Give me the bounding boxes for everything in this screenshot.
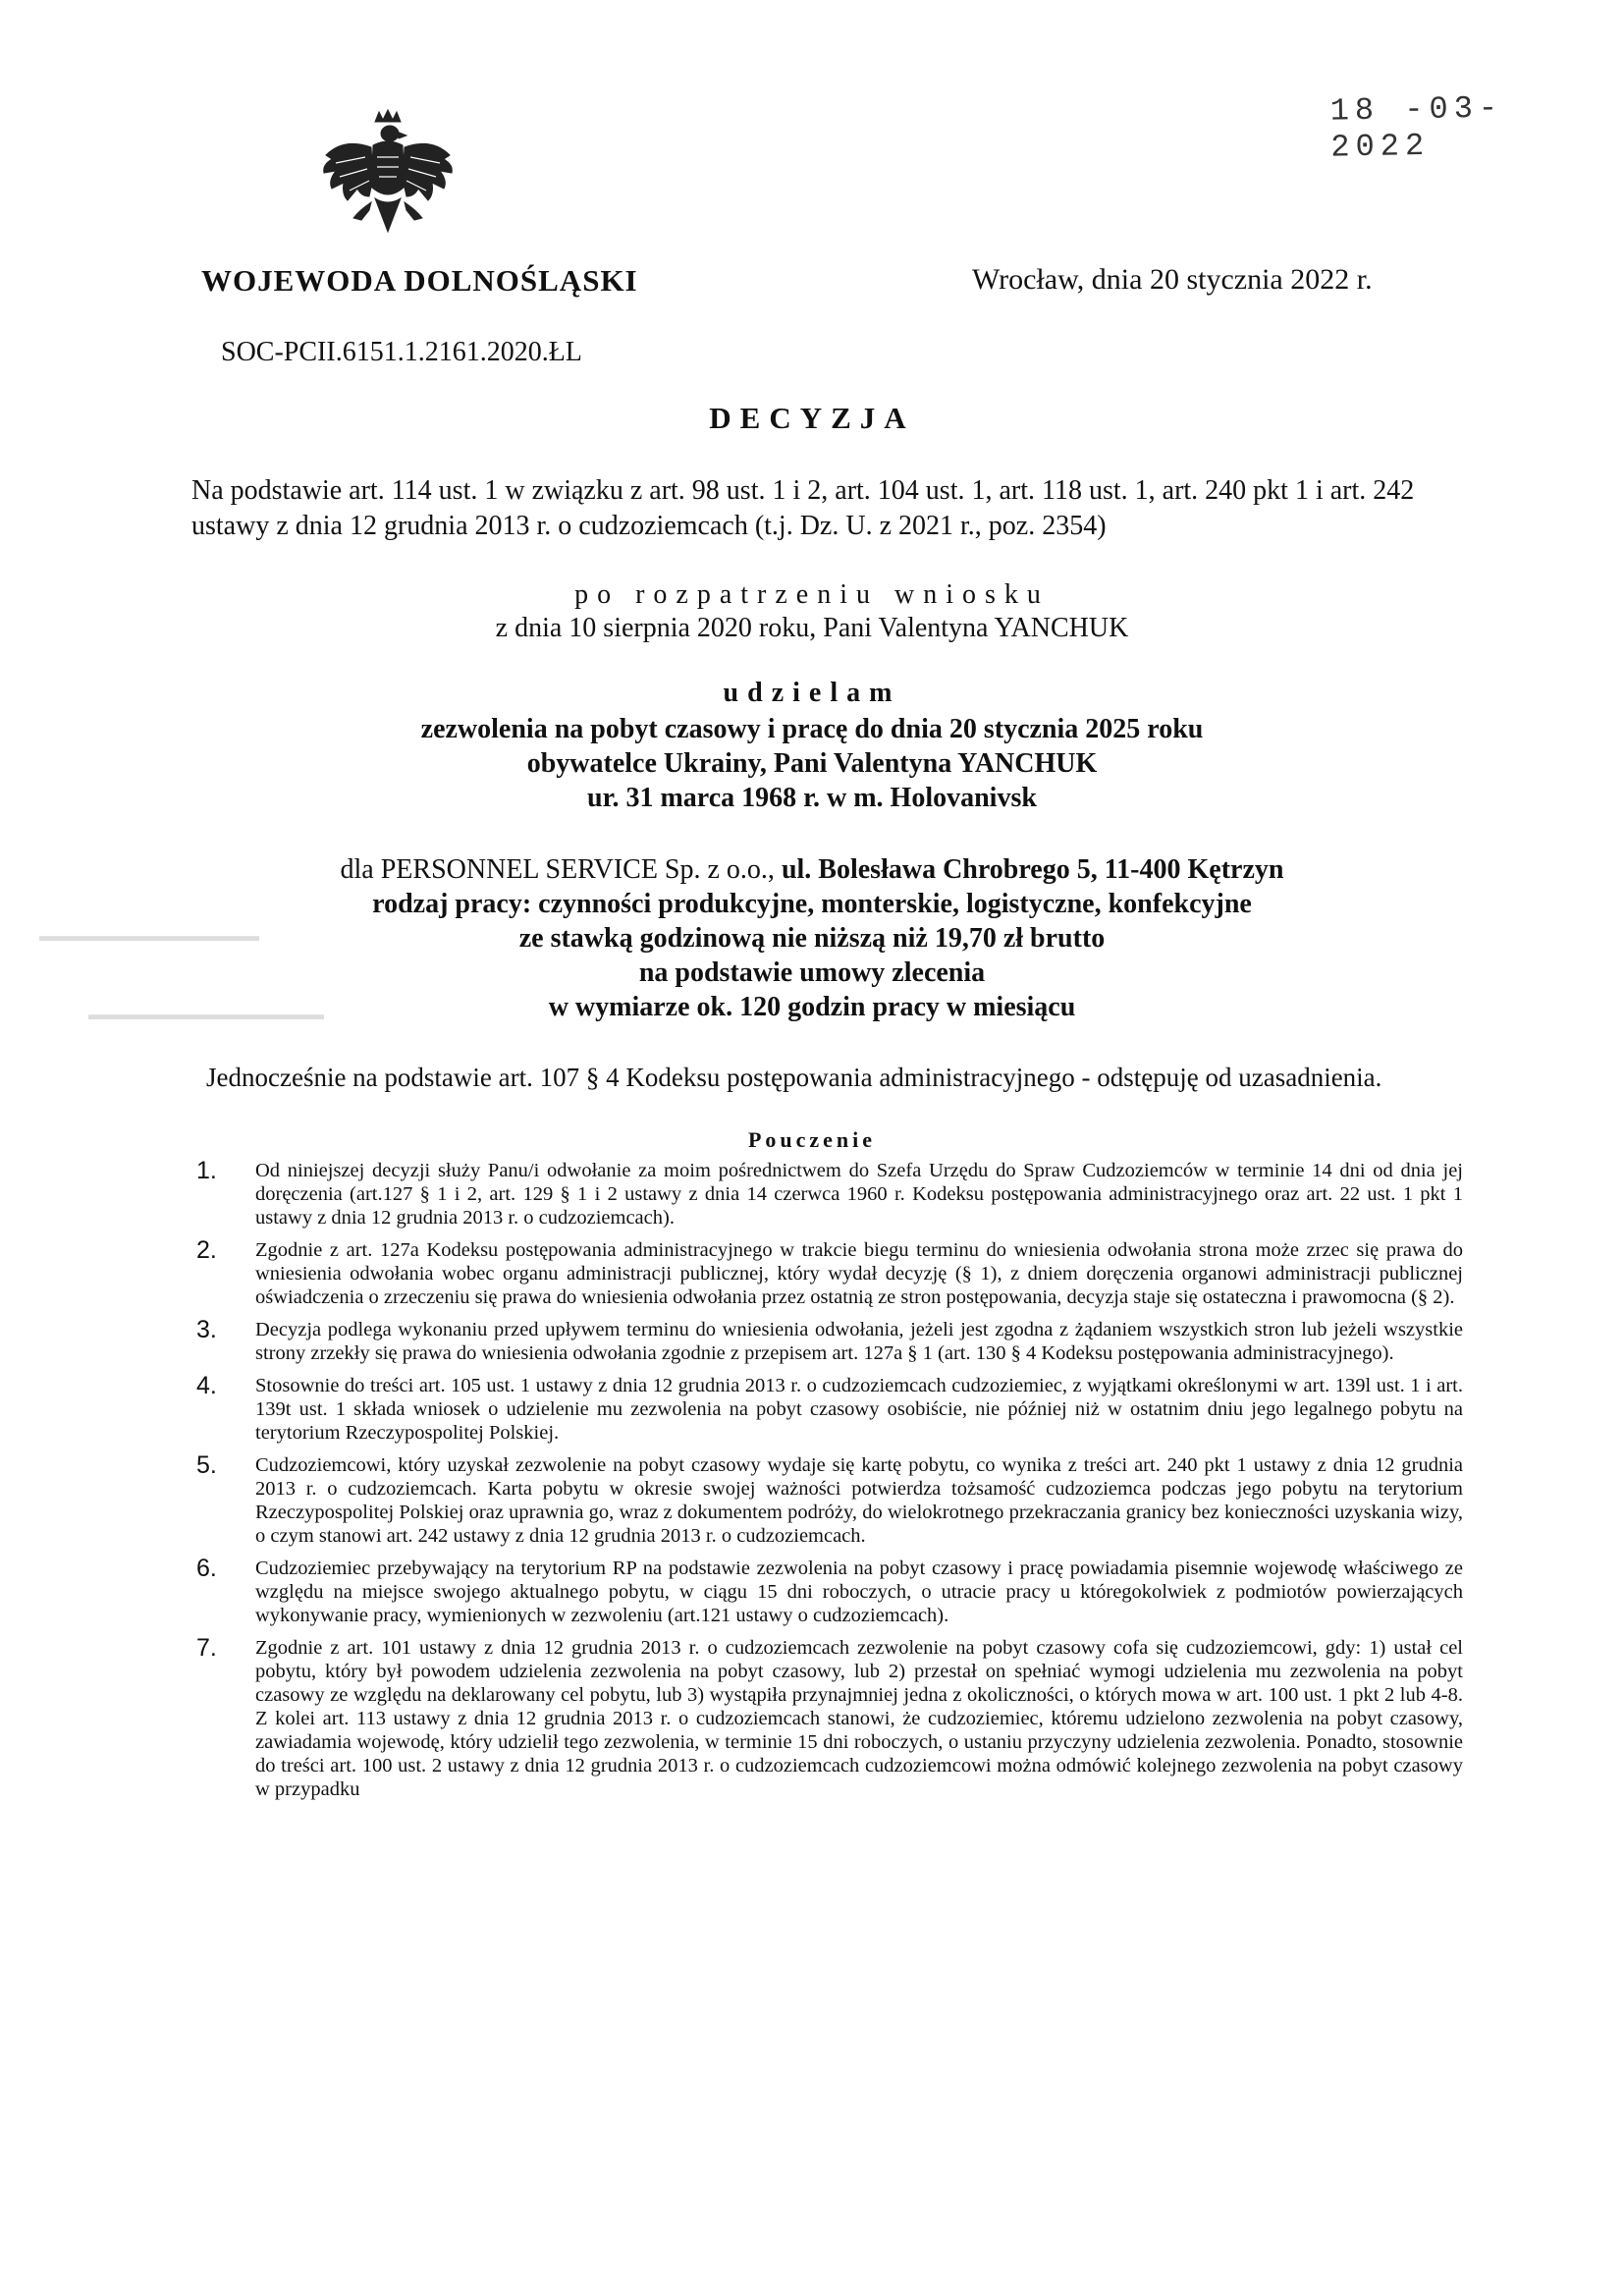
instruction-item — [196, 1636, 1463, 1801]
instruction-number: 3. — [196, 1316, 217, 1343]
instruction-text: Decyzja podlega wykonaniu przed upływem terminu do wniesienia odwołania, jeżeli jest zgodna z żądaniem wszystkich stron lub jeżeli wszystkie strony zrzekły się prawa do wniesienia odwołania zgodnie z przepisem art. 127a § 1 (art. 130 § 4 Kodeksu postępowania administracyjnego). — [255, 1319, 1463, 1364]
polish-eagle-emblem-icon — [314, 108, 461, 250]
instruction-text: Cudzoziemcowi, który uzyskał zezwolenie na pobyt czasowy wydaje się kartę pobytu, co wynika z treści art. 240 pkt 1 ustawy z dnia 12 grudnia 2013 r. o cudzoziemcach. Karta pobytu w okresie swojej ważności potwierdza tożsamość cudzoziemca podczas jego pobytu na terytorium Rzeczypospolitej Polskiej oraz uprawnia go, wraz z dokumentem podróży, do wielokrotnego przekraczania granicy bez konieczności uzyskania wizy, o czym stanowi art. 242 ustawy z dnia 12 grudnia 2013 r. o cudzoziemcach. — [255, 1454, 1463, 1547]
grant-block — [0, 712, 1624, 815]
instruction-number: 2. — [196, 1236, 217, 1264]
grant-citizen-line: obywatelce Ukrainy, Pani Valentyna YANCHUK — [526, 748, 1098, 779]
instruction-item — [196, 1238, 1463, 1309]
grant-birth-line: ur. 31 marca 1968 r. w m. Holovanivsk — [587, 783, 1037, 813]
employer-prefix: dla PERSONNEL SERVICE Sp. z o.o., — [340, 854, 782, 885]
instruction-number: 4. — [196, 1372, 217, 1399]
justification-waiver: Jednocześnie na podstawie art. 107 § 4 Kodeksu postępowania administracyjnego - odstępuję od uzasadnienia. — [206, 1063, 1382, 1092]
show-through-stamp-2: ▬▬▬▬▬▬▬▬▬▬▬▬▬▬▬ — [88, 1007, 324, 1023]
instruction-item — [196, 1453, 1463, 1548]
instruction-text: Stosownie do treści art. 105 ust. 1 ustawy z dnia 12 grudnia 2013 r. o cudzoziemcach cudzoziemiec, z wyjątkami określonymi w art. 139l ust. 1 i art. 139t ust. 1 składa wniosek o udzielenie mu zezwolenia na pobyt czasowy osobiście, nie później niż w ostatnim dniu jego legalnego pobytu na terytorium Rzeczypospolitej Polskiej. — [255, 1375, 1463, 1444]
show-through-stamp: ▬▬▬▬▬▬▬▬▬▬▬▬▬▬ — [39, 928, 259, 945]
contract-line: na podstawie umowy zlecenia — [638, 957, 986, 988]
instruction-item — [196, 1318, 1463, 1365]
wage-line: ze stawką godzinową nie niższą niż 19,70 zł brutto — [518, 923, 1106, 954]
employer-address: ul. Bolesława Chrobrego 5, 11-400 Kętrzyn — [781, 854, 1284, 885]
instructions-list — [196, 1159, 1463, 1810]
work-type-line: rodzaj pracy: czynności produkcyjne, monterskie, logistyczne, konfekcyjne — [372, 889, 1252, 919]
instruction-item — [196, 1557, 1463, 1627]
grant-heading: udzielam — [723, 678, 901, 708]
review-heading: po rozpatrzeniu wniosku — [574, 579, 1050, 610]
employer-line — [0, 852, 1624, 887]
instruction-text: Zgodnie z art. 127a Kodeksu postępowania administracyjnego w trakcie biegu terminu do wniesienia odwołania strona może zrzec się prawa do wniesienia odwołania wobec organu administracji publicznej, który wydał decyzję (§ 1), z dniem doręczenia organowi administracji publicznej oświadczenia o zrzeczeniu się prawa do wniesienia odwołania przez ostatnią ze stron postępowania, decyzja staje się ostateczna i prawomocna (§ 2). — [255, 1239, 1463, 1308]
grant-permit-line: zezwolenia na pobyt czasowy i pracę do dnia 20 stycznia 2025 roku — [420, 714, 1204, 744]
instruction-text: Zgodnie z art. 101 ustawy z dnia 12 grudnia 2013 r. o cudzoziemcach zezwolenie na pobyt czasowy cofa się cudzoziemcowi, gdy: 1) ustał cel pobytu, który był powodem udzielenia zezwolenia na pobyt czasowy, lub 2) przestał on spełniać wymogi udzielenia mu zezwolenia na pobyt czasowy ze względu na deklarowany cel pobytu, lub 3) wystąpiła przynajmniej jedna z okoliczności, o których mowa w art. 100 ust. 1 pkt 2 lub 4-8. Z kolei art. 113 ustawy z dnia 12 grudnia 2013 r. o cudzoziemcach stanowi, że cudzoziemiec, któremu udzielono zezwolenia na pobyt czasowy, zawiadamia wojewodę, który udzielił tego zezwolenia, w terminie 15 dni roboczych, o ustaniu przyczyny udzielenia zezwolenia. Ponadto, stosownie do treści art. 100 ust. 2 ustawy z dnia 12 grudnia 2013 r. o cudzoziemcach cudzoziemcowi można odmówić kolejnego zezwolenia na pobyt czasowy w przypadku — [255, 1637, 1463, 1800]
instruction-number: 5. — [196, 1451, 217, 1479]
instruction-number: 1. — [196, 1157, 217, 1184]
hours-line: w wymiarze ok. 120 godzin pracy w miesiącu — [548, 992, 1076, 1022]
instruction-item — [196, 1159, 1463, 1230]
legal-basis-paragraph: Na podstawie art. 114 ust. 1 w związku z art. 98 ust. 1 i 2, art. 104 ust. 1, art. 118 ust. 1, art. 240 pkt 1 i art. 242 ustawy z dnia 12 grudnia 2013 r. o cudzoziemcach (t.j. Dz. U. z 2021 r., poz. 2354) — [191, 475, 1415, 541]
instruction-number: 7. — [196, 1634, 217, 1662]
instruction-item — [196, 1374, 1463, 1445]
instruction-text: Od niniejszej decyzji służy Panu/i odwołanie za moim pośrednictwem do Szefa Urzędu do Spraw Cudzoziemców w terminie 14 dni od dnia jej doręczenia (art.127 § 1 i 2, art. 129 § 1 i 2 ustawy z dnia 14 czerwca 1960 r. Kodeksu postępowania administracyjnego oraz art. 22 ust. 1 pkt 1 ustawy z dnia 12 grudnia 2013 r. o cudzoziemcach). — [255, 1160, 1463, 1229]
received-date-stamp: 18 -03- 2022 — [1329, 89, 1504, 166]
instruction-text: Cudzoziemiec przebywający na terytorium RP na podstawie zezwolenia na pobyt czasowy i pracę powiadamia pisemnie wojewodę właściwego ze względu na miejsce swojego aktualnego pobytu, w ciągu 15 dni roboczych, o utracie pracy u któregokolwiek z podmiotów powierzających wykonywanie pracy, wymienionych w zezwoleniu (art.121 ustawy o cudzoziemcach). — [255, 1558, 1463, 1626]
review-details: z dnia 10 sierpnia 2020 roku, Pani Valentyna YANCHUK — [495, 613, 1129, 643]
instructions-heading: Pouczenie — [747, 1127, 877, 1152]
decision-title: DECYZJA — [709, 401, 915, 435]
case-number: SOC-PCII.6151.1.2161.2020.ŁL — [221, 337, 582, 367]
place-and-date: Wrocław, dnia 20 stycznia 2022 r. — [972, 263, 1373, 296]
instruction-number: 6. — [196, 1555, 217, 1582]
issuing-authority: WOJEWODA DOLNOŚLĄSKI — [201, 263, 638, 298]
